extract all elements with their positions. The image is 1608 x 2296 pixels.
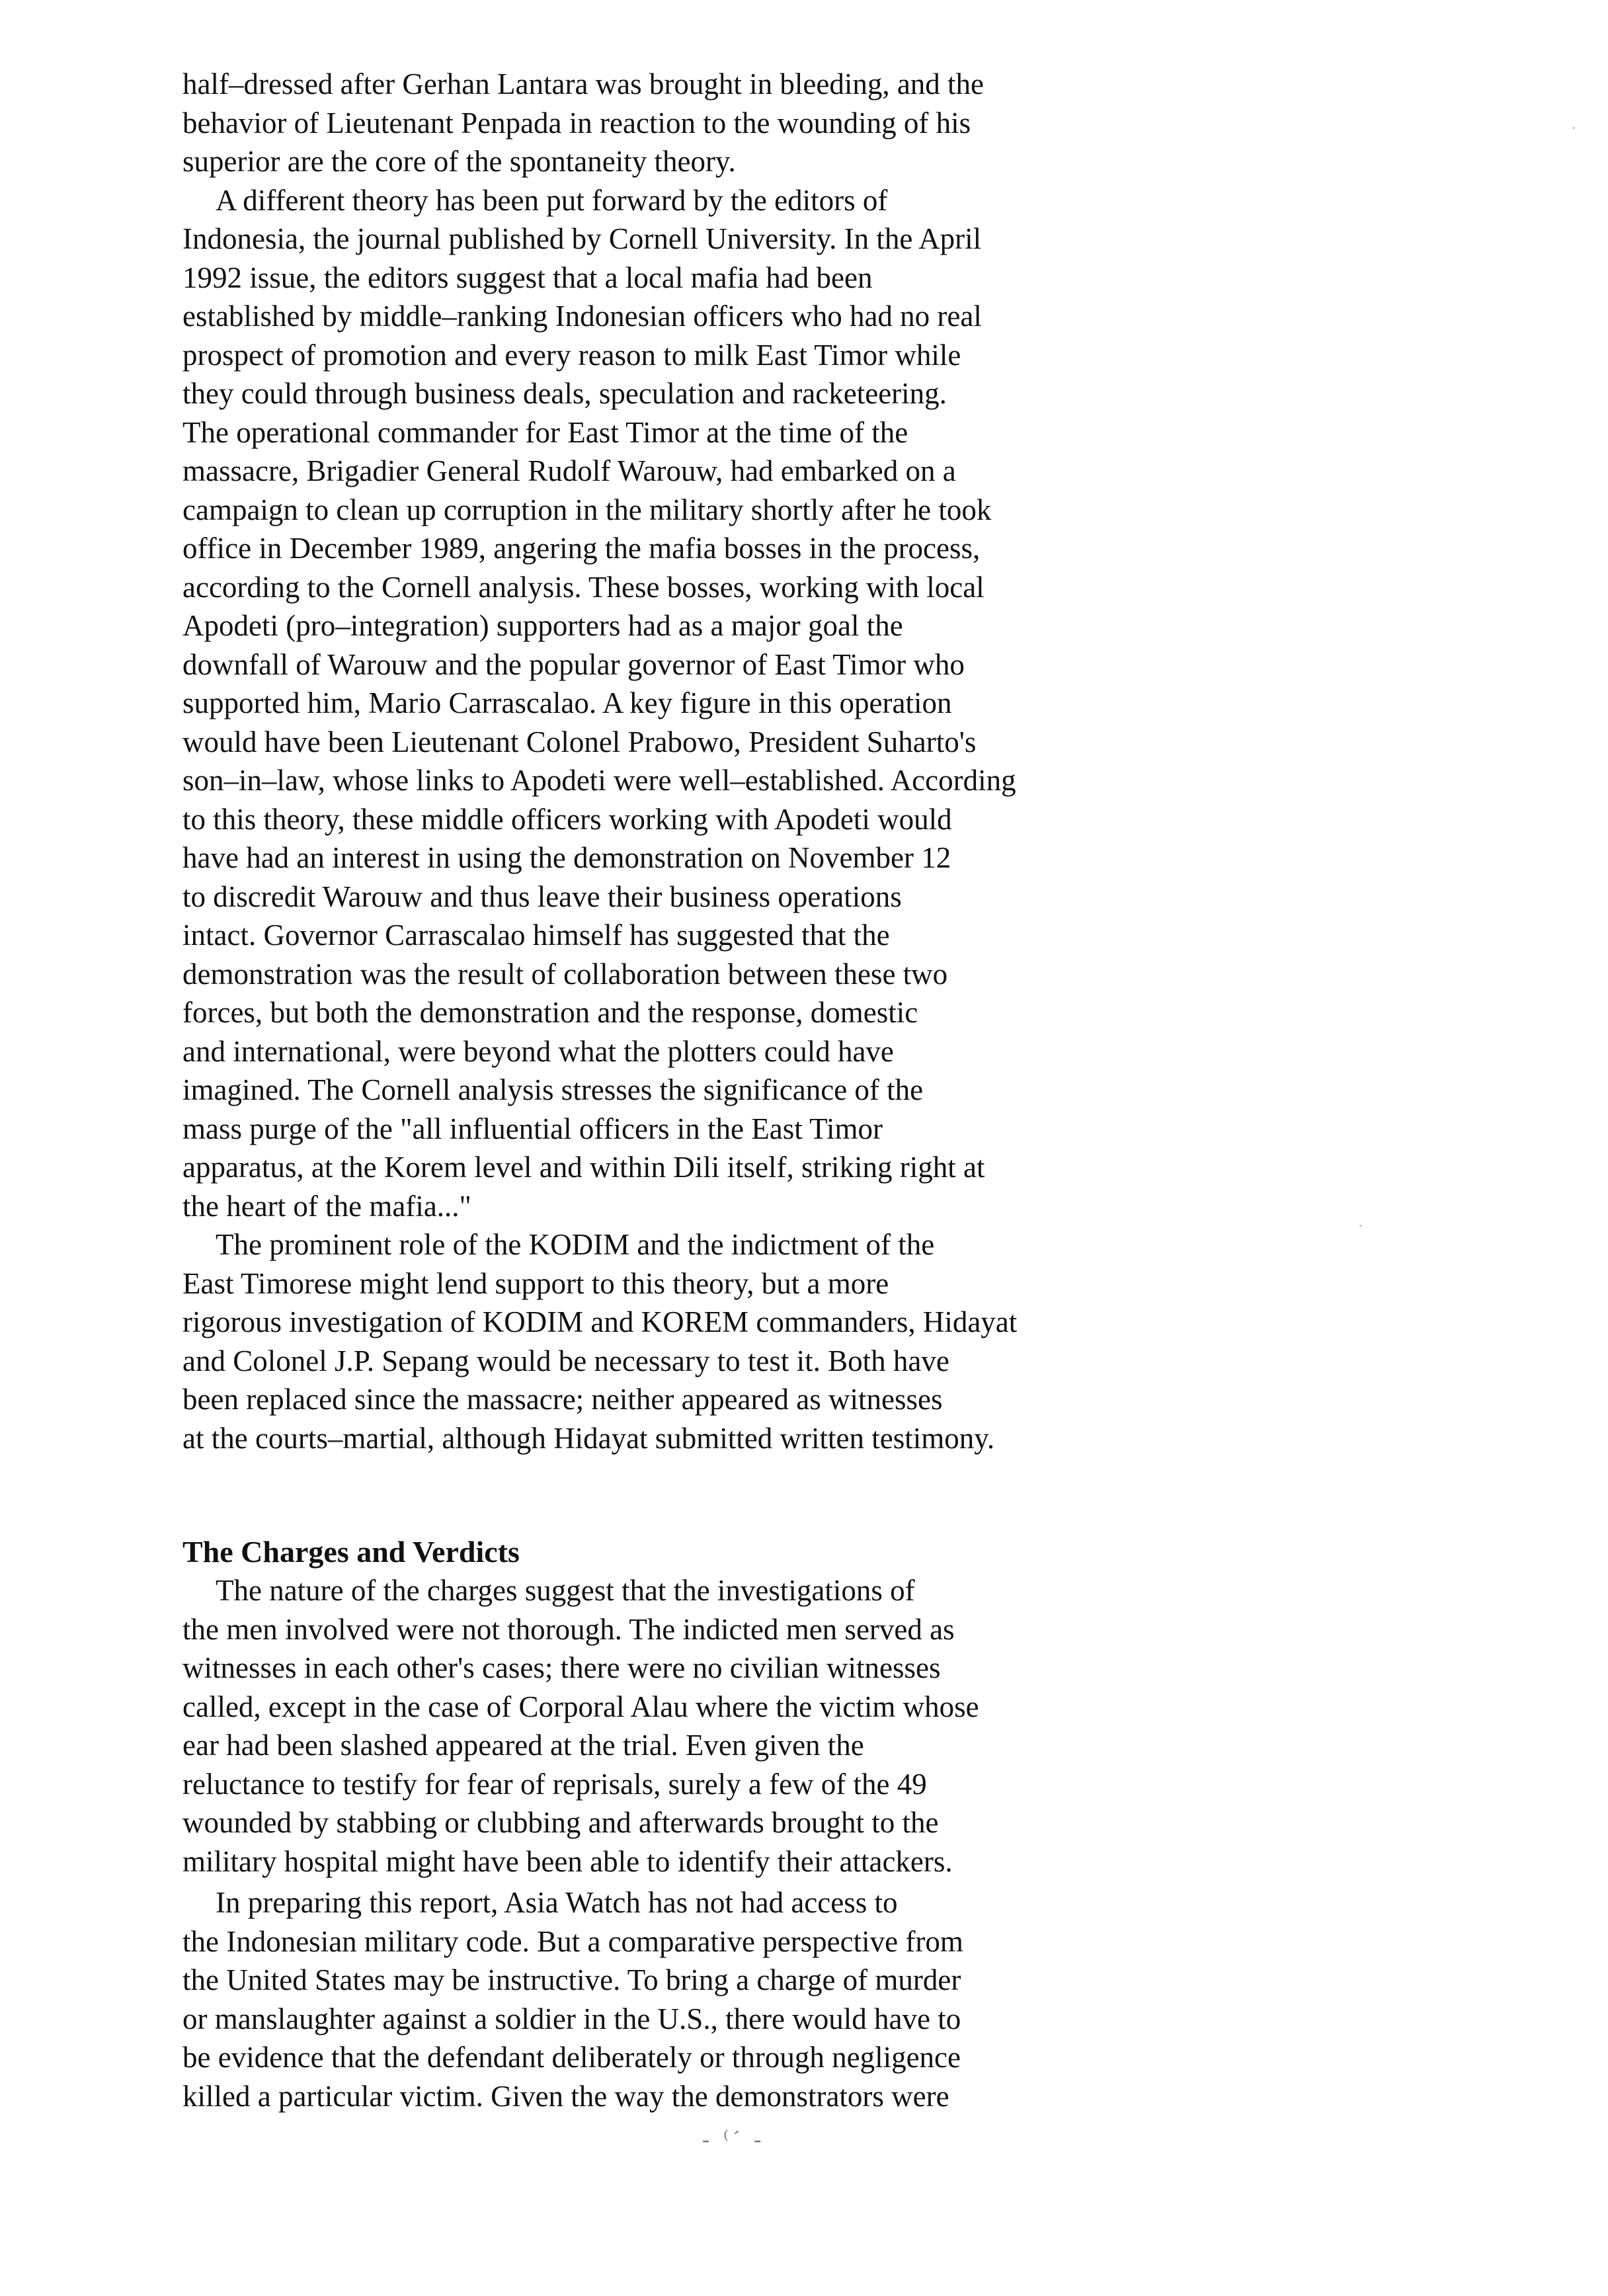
text-line: son–in–law, whose links to Apodeti were well–established. According [182, 764, 1016, 797]
text-line: apparatus, at the Korem level and within Dili itself, striking right at [182, 1151, 985, 1184]
text-line: campaign to clean up corruption in the military shortly after he took [182, 493, 992, 526]
text-line: prospect of promotion and every reason to milk East Timor while [182, 338, 961, 372]
text-line: The prominent role of the KODIM and the indictment of the [216, 1228, 935, 1261]
text-line: forces, but both the demonstration and the response, domestic [182, 996, 918, 1029]
text-line: military hospital might have been able to identify their attackers. [182, 1844, 953, 1878]
text-line: rigorous investigation of KODIM and KOREM commanders, Hidayat [182, 1305, 1018, 1338]
text-line: and Colonel J.P. Sepang would be necessary to test it. Both have [182, 1344, 949, 1377]
text-line: demonstration was the result of collaboration between these two [182, 957, 948, 991]
text-line: have had an interest in using the demonstration on November 12 [182, 841, 951, 874]
text-line: ear had been slashed appeared at the trial. Even given the [182, 1729, 864, 1762]
text-line: 1992 issue, the editors suggest that a local mafia had been [182, 261, 873, 294]
section-heading: The Charges and Verdicts [182, 1535, 520, 1569]
text-line: half–dressed after Gerhan Lantara was brought in bleeding, and the [182, 67, 985, 101]
text-line: Apodeti (pro–integration) supporters had as a major goal the [182, 609, 903, 642]
text-line: East Timorese might lend support to this theory, but a more [182, 1266, 889, 1300]
scan-speck [1572, 127, 1575, 129]
text-line: or manslaughter against a soldier in the U.S., there would have to [182, 2002, 961, 2035]
text-line: would have been Lieutenant Colonel Prabowo, President Suharto's [182, 725, 977, 758]
text-line: imagined. The Cornell analysis stresses the significance of the [182, 1073, 924, 1106]
text-line: be evidence that the defendant deliberately or through negligence [182, 2041, 961, 2074]
text-line: the United States may be instructive. To bring a charge of murder [182, 1963, 961, 1996]
text-line: The operational commander for East Timor at the time of the [182, 415, 908, 449]
text-line: massacre, Brigadier General Rudolf Warouw, had embarked on a [182, 454, 956, 487]
text-line: In preparing this report, Asia Watch has not had access to [216, 1886, 898, 1919]
page-number-mark: - ⁽ˊ - [702, 2127, 766, 2152]
scan-speck [1359, 1225, 1362, 1227]
text-line: The nature of the charges suggest that the investigations of [216, 1574, 915, 1607]
text-line: supported him, Mario Carrascalao. A key figure in this operation [182, 686, 952, 719]
text-line: A different theory has been put forward by the editors of [216, 183, 888, 217]
text-line: according to the Cornell analysis. These bosses, working with local [182, 570, 985, 604]
text-line: been replaced since the massacre; neither appeared as witnesses [182, 1383, 943, 1416]
body-text-section-comparison [182, 1883, 1161, 2115]
text-line: Indonesia, the journal published by Cornell University. In the April [182, 222, 982, 255]
text-line: office in December 1989, angering the mafia bosses in the process, [182, 532, 981, 565]
text-line: reluctance to testify for fear of reprisals, surely a few of the 49 [182, 1767, 927, 1801]
text-line: at the courts–martial, although Hidayat submitted written testimony. [182, 1421, 995, 1455]
text-line: downfall of Warouw and the popular governor of East Timor who [182, 647, 965, 681]
text-line: intact. Governor Carrascalao himself has suggested that the [182, 919, 890, 952]
text-line: witnesses in each other's cases; there were no civilian witnesses [182, 1651, 941, 1684]
body-text-section-charges [182, 1571, 1161, 1881]
text-line: superior are the core of the spontaneity theory. [182, 145, 736, 178]
text-line: the heart of the mafia..." [182, 1189, 471, 1223]
text-line: behavior of Lieutenant Penpada in reaction to the wounding of his [182, 106, 971, 140]
text-line: the men involved were not thorough. The indicted men served as [182, 1612, 955, 1646]
text-line: the Indonesian military code. But a comparative perspective from [182, 1924, 963, 1958]
text-line: mass purge of the "all influential officers in the East Timor [182, 1112, 883, 1145]
text-line: and international, were beyond what the plotters could have [182, 1034, 894, 1068]
text-line: called, except in the case of Corporal Alau where the victim whose [182, 1690, 979, 1723]
text-line: killed a particular victim. Given the way the demonstrators were [182, 2079, 949, 2113]
body-text-section-theories [182, 65, 1161, 1457]
text-line: they could through business deals, speculation and racketeering. [182, 377, 947, 410]
text-line: wounded by stabbing or clubbing and afterwards brought to the [182, 1806, 939, 1839]
text-line: to discredit Warouw and thus leave their business operations [182, 880, 902, 913]
text-line: to this theory, these middle officers working with Apodeti would [182, 802, 952, 836]
text-line: established by middle–ranking Indonesian officers who had no real [182, 300, 982, 333]
